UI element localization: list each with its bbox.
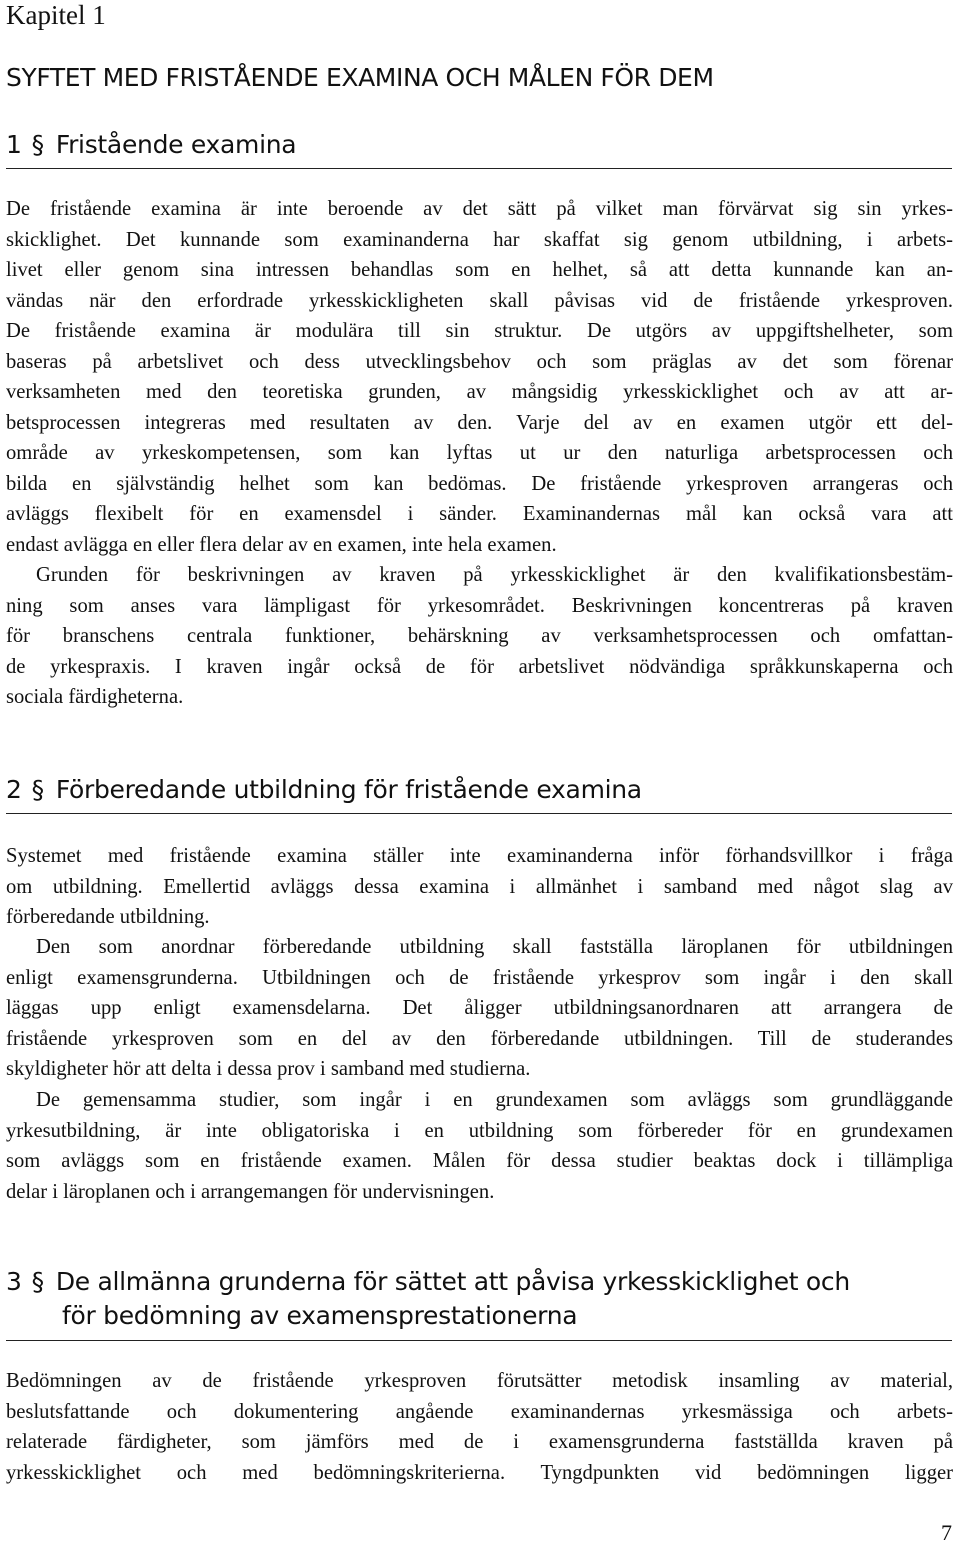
text-line: förberedande utbildning.: [6, 906, 210, 928]
section-1-heading: [6, 128, 296, 162]
section-title: Fristående examina: [55, 130, 297, 159]
section-1-rule: [6, 168, 952, 169]
text-line: som avläggs som en fristående examen. Målen för dessa studier beaktas dock i tillämpliga: [6, 1150, 953, 1172]
text-line: De fristående examina är inte beroende av det sätt på vilket man förvärvat sig sin yrkes-: [6, 198, 953, 220]
text-line: för branschens centrala funktioner, behärskning av verksamhetsprocessen och omfattan-: [6, 625, 953, 647]
text-line: baseras på arbetslivet och dess utvecklingsbehov och som präglas av det som förenar: [6, 350, 953, 373]
text-line: relaterade färdigheter, som jämförs med de i examensgrunderna fastställda kraven på: [6, 1431, 953, 1453]
text-line: De fristående examina är modulära till sin struktur. De utgörs av uppgiftshelheter, som: [6, 320, 953, 342]
section-2-paragraph-1: [6, 841, 953, 933]
section-2-paragraph-2: [6, 932, 953, 1085]
text-line: Grunden för beskrivningen av kraven på yrkesskicklighet är den kvalifikationsbestäm-: [36, 564, 953, 586]
text-line: vändas när den erfordrade yrkesskickligheten skall påvisas vid de fristående yrkesproven.: [6, 289, 953, 312]
text-line: De gemensamma studier, som ingår i en grundexamen som avläggs som grundläggande: [36, 1089, 953, 1111]
text-line: verksamheten med den teoretiska grunden, av mångsidig yrkesskicklighet och av att ar-: [6, 381, 953, 403]
text-line: endast avlägga en eller flera delar av en examen, inte hela examen.: [6, 533, 557, 556]
section-1-paragraph-1: [6, 194, 953, 560]
text-line: fristående yrkesproven som en del av den förberedande utbildningen. Till de studerandes: [6, 1027, 953, 1050]
text-line: ning som anses vara lämpligast för yrkesområdet. Beskrivningen koncentreras på kraven: [6, 594, 953, 617]
text-line: yrkesskicklighet och med bedömningskriterierna. Tyngdpunkten vid bedömningen ligger: [6, 1461, 953, 1484]
section-1-paragraph-2: [6, 560, 953, 713]
text-line: enligt examensgrunderna. Utbildningen och de fristående yrkesprov som ingår i den skall: [6, 966, 953, 989]
text-line: betsprocessen integreras med resultaten av den. Varje del av en examen utgör ett del-: [6, 411, 953, 434]
section-number: 2: [6, 775, 22, 804]
text-line: bilda en självständig helhet som kan bedömas. De fristående yrkesproven arrangeras och: [6, 472, 953, 495]
text-line: område av yrkeskompetensen, som kan lyftas ut ur den naturliga arbetsprocessen och: [6, 442, 953, 464]
text-line: skicklighet. Det kunnande som examinanderna har skaffat sig genom utbildning, i arbets-: [6, 228, 953, 251]
text-line: avläggs flexibelt för en examensdel i sänder. Examinandernas mål kan också vara att: [6, 503, 953, 525]
section-title: De allmänna grunderna för sättet att påvisa yrkesskicklighet och: [55, 1267, 850, 1296]
section-3-rule: [6, 1340, 952, 1341]
text-line: Systemet med fristående examina ställer inte examinanderna inför förhandsvillkor i fråga: [6, 845, 953, 867]
text-line: sociala färdigheterna.: [6, 686, 184, 708]
text-line: Bedömningen av de fristående yrkesproven förutsätter metodisk insamling av material,: [6, 1370, 953, 1392]
page-title: SYFTET MED FRISTÅENDE EXAMINA OCH MÅLEN FÖR DEM: [6, 63, 714, 92]
section-title-continued: för bedömning av examensprestationerna: [62, 1301, 578, 1330]
section-2-rule: [6, 813, 952, 814]
text-line: om utbildning. Emellertid avläggs dessa examina i allmänhet i samband med något slag av: [6, 875, 953, 898]
text-line: beslutsfattande och dokumentering angående examinandernas yrkesmässiga och arbets-: [6, 1400, 953, 1423]
section-symbol: §: [31, 775, 44, 804]
text-line: yrkesutbildning, är inte obligatoriska i en utbildning som förbereder för en grundexamen: [6, 1119, 953, 1142]
page-number: 7: [941, 1520, 952, 1545]
section-2-heading: [6, 773, 642, 807]
text-line: läggas upp enligt examensdelarna. Det åligger utbildningsanordnaren att arrangera de: [6, 997, 953, 1019]
section-number: 3: [6, 1267, 22, 1296]
text-line: skyldigheter hör att delta i dessa prov i samband med studierna.: [6, 1058, 531, 1080]
section-title: Förberedande utbildning för fristående examina: [55, 775, 642, 804]
text-line: livet eller genom sina intressen behandlas som en helhet, så att detta kunnande kan an-: [6, 259, 953, 281]
text-line: de yrkespraxis. I kraven ingår också de för arbetslivet nödvändiga språkkunskaperna och: [6, 655, 953, 678]
section-3-paragraph-1: [6, 1366, 953, 1488]
section-symbol: §: [31, 130, 44, 159]
section-3-heading: [6, 1265, 850, 1333]
section-number: 1: [6, 130, 22, 159]
text-line: delar i läroplanen och i arrangemangen för undervisningen.: [6, 1180, 495, 1203]
chapter-label: Kapitel 1: [6, 0, 106, 30]
text-line: Den som anordnar förberedande utbildning skall fastställa läroplanen för utbildningen: [36, 936, 953, 958]
section-symbol: §: [31, 1267, 44, 1296]
section-2-paragraph-3: [6, 1085, 953, 1207]
